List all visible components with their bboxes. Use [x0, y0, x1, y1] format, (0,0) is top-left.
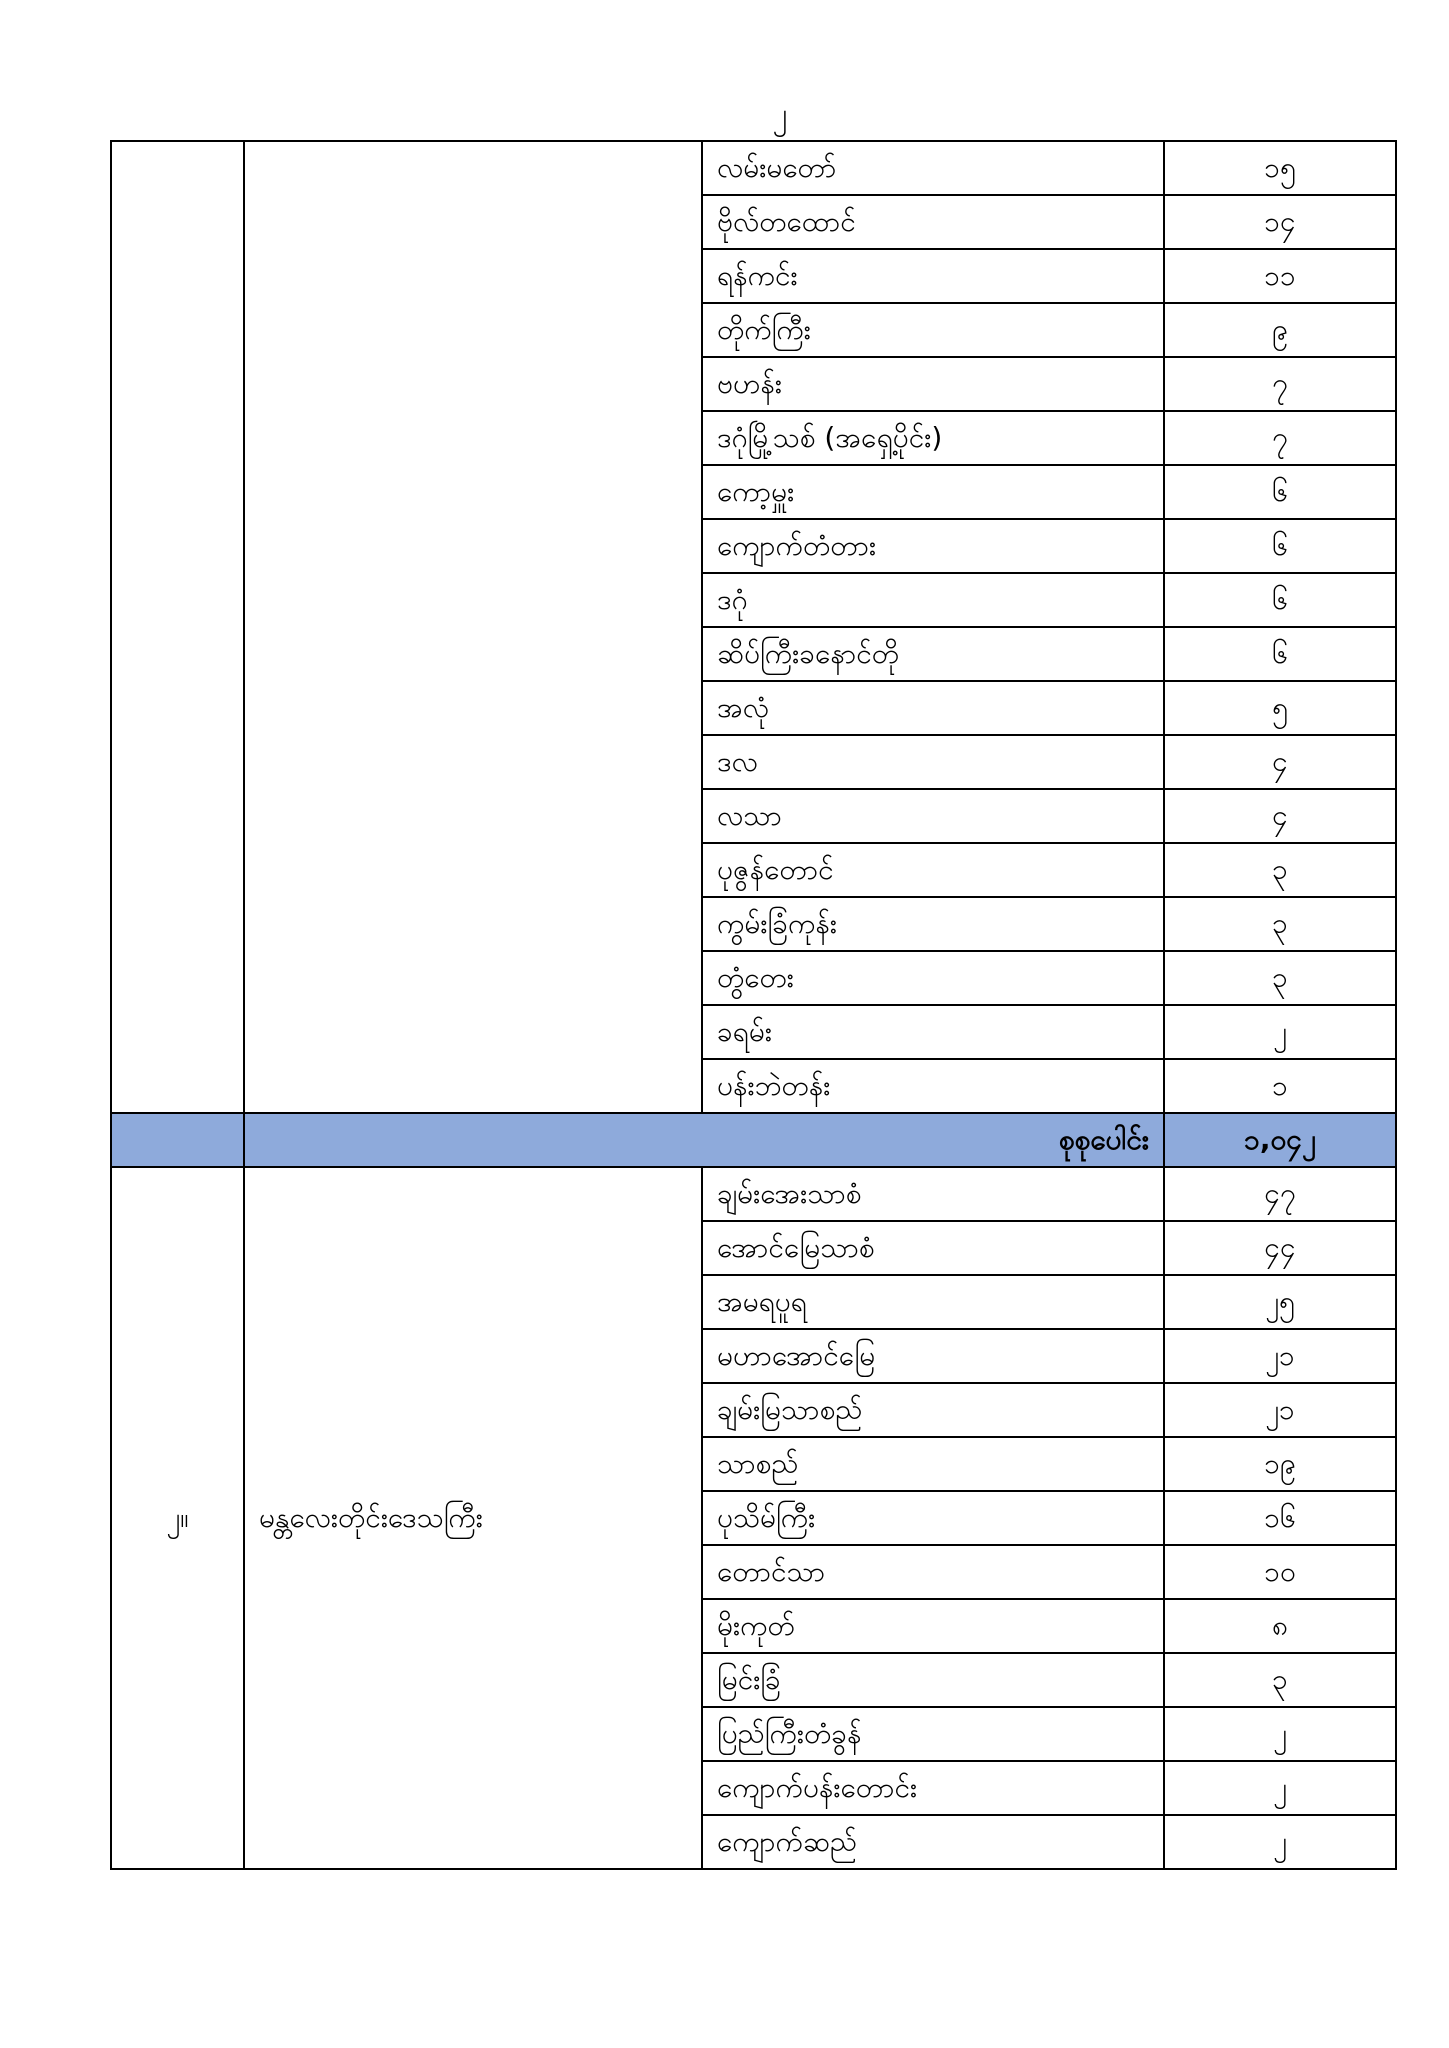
total-value: ၁,၀၄၂ [1164, 1113, 1396, 1167]
total-blank-cell [111, 1113, 244, 1167]
count-cell: ၆ [1164, 519, 1396, 573]
data-table [110, 140, 1397, 1870]
count-cell: ၇ [1164, 357, 1396, 411]
count-cell: ၂ [1164, 1761, 1396, 1815]
count-cell: ၈ [1164, 1599, 1396, 1653]
count-cell: ၂၁ [1164, 1329, 1396, 1383]
count-cell: ၆ [1164, 465, 1396, 519]
township-cell: တောင်သာ [702, 1545, 1164, 1599]
township-cell: ဒဂုံမြို့သစ် (အရှေ့ပိုင်း) [702, 411, 1164, 465]
township-cell: သာစည် [702, 1437, 1164, 1491]
count-cell: ၆ [1164, 627, 1396, 681]
township-cell: ဆိပ်ကြီးခနောင်တို [702, 627, 1164, 681]
township-cell: ရန်ကင်း [702, 249, 1164, 303]
number-cell [111, 141, 244, 1113]
township-cell: ကော့မှူး [702, 465, 1164, 519]
township-cell: ပန်းဘဲတန်း [702, 1059, 1164, 1113]
township-cell: ဗဟန်း [702, 357, 1164, 411]
total-label: စုစုပေါင်း [244, 1113, 1164, 1167]
township-cell: ဒဂုံ [702, 573, 1164, 627]
township-cell: ကျောက်ဆည် [702, 1815, 1164, 1869]
township-cell: အမရပူရ [702, 1275, 1164, 1329]
count-cell: ၁၆ [1164, 1491, 1396, 1545]
table-row [111, 141, 1396, 195]
count-cell: ၃ [1164, 1653, 1396, 1707]
page-number: ၂ [772, 97, 788, 132]
count-cell: ၁၉ [1164, 1437, 1396, 1491]
section-number: ၂။ [111, 1167, 244, 1869]
count-cell: ၇ [1164, 411, 1396, 465]
count-cell: ၄၇ [1164, 1167, 1396, 1221]
township-cell: အောင်မြေသာစံ [702, 1221, 1164, 1275]
count-cell: ၂ [1164, 1815, 1396, 1869]
count-cell: ၁၅ [1164, 141, 1396, 195]
township-cell: ဒလ [702, 735, 1164, 789]
count-cell: ၃ [1164, 951, 1396, 1005]
township-cell: ပုဇွန်တောင် [702, 843, 1164, 897]
total-row [111, 1113, 1396, 1167]
count-cell: ၁၄ [1164, 195, 1396, 249]
count-cell: ၉ [1164, 303, 1396, 357]
township-cell: ဗိုလ်တထောင် [702, 195, 1164, 249]
township-cell: မြင်းခြံ [702, 1653, 1164, 1707]
count-cell: ၃ [1164, 897, 1396, 951]
township-cell: ကျောက်ပန်းတောင်း [702, 1761, 1164, 1815]
township-cell: ကျောက်တံတား [702, 519, 1164, 573]
table-row [111, 1167, 1396, 1221]
region-cell [244, 141, 702, 1113]
township-cell: ပုသိမ်ကြီး [702, 1491, 1164, 1545]
count-cell: ၄ [1164, 735, 1396, 789]
count-cell: ၂၁ [1164, 1383, 1396, 1437]
township-cell: လသာ [702, 789, 1164, 843]
township-cell: ချမ်းမြသာစည် [702, 1383, 1164, 1437]
count-cell: ၅ [1164, 681, 1396, 735]
count-cell: ၄၄ [1164, 1221, 1396, 1275]
count-cell: ၄ [1164, 789, 1396, 843]
count-cell: ၂ [1164, 1707, 1396, 1761]
count-cell: ၃ [1164, 843, 1396, 897]
count-cell: ၂၅ [1164, 1275, 1396, 1329]
township-cell: ကွမ်းခြံကုန်း [702, 897, 1164, 951]
township-cell: တိုက်ကြီး [702, 303, 1164, 357]
count-cell: ၂ [1164, 1005, 1396, 1059]
count-cell: ၁၀ [1164, 1545, 1396, 1599]
count-cell: ၁၁ [1164, 249, 1396, 303]
township-cell: မိုးကုတ် [702, 1599, 1164, 1653]
township-cell: အလုံ [702, 681, 1164, 735]
township-cell: ခရမ်း [702, 1005, 1164, 1059]
township-cell: တွံတေး [702, 951, 1164, 1005]
township-cell: ချမ်းအေးသာစံ [702, 1167, 1164, 1221]
count-cell: ၁ [1164, 1059, 1396, 1113]
township-cell: ပြည်ကြီးတံခွန် [702, 1707, 1164, 1761]
township-cell: မဟာအောင်မြေ [702, 1329, 1164, 1383]
region-name: မန္တလေးတိုင်းဒေသကြီး [244, 1167, 702, 1869]
township-cell: လမ်းမတော် [702, 141, 1164, 195]
table-body [111, 141, 1396, 1869]
count-cell: ၆ [1164, 573, 1396, 627]
